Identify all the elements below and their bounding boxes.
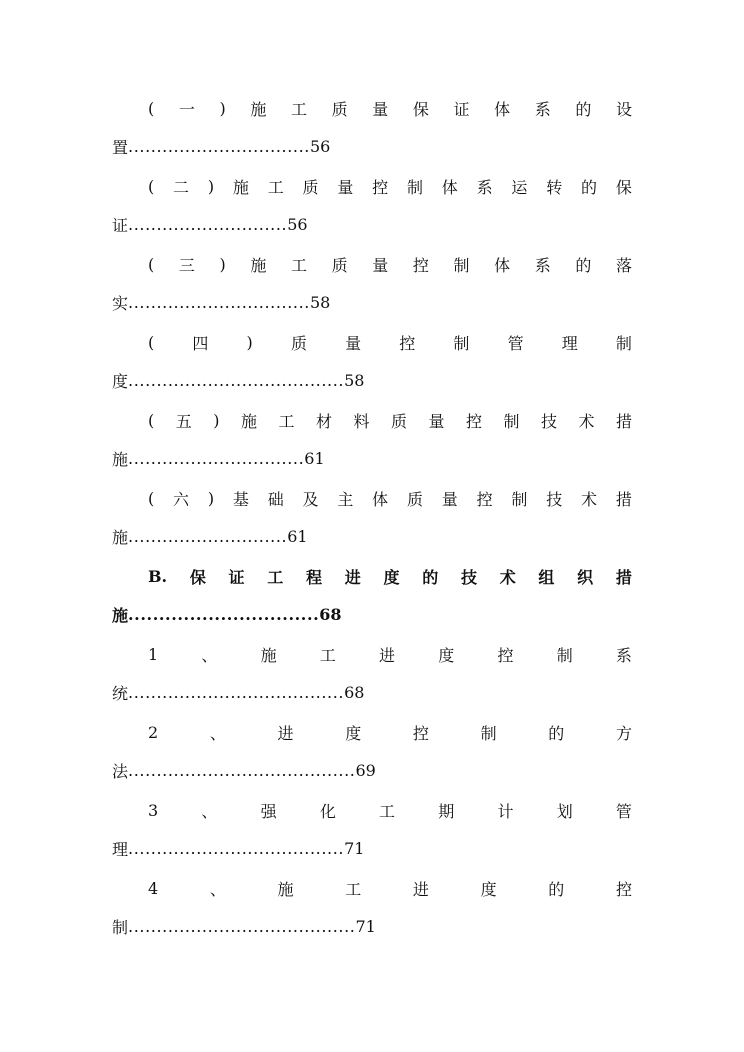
toc-dot-leader: ...................................... [128, 370, 345, 390]
toc-entry-leader-line [112, 837, 364, 859]
toc-title-tail: 证 [112, 215, 129, 235]
toc-entry-leader-line [112, 291, 330, 313]
toc-dot-leader: ............................... [128, 604, 320, 624]
toc-title-char: 织 [577, 567, 594, 587]
toc-title-char: ( [148, 98, 155, 118]
toc-page-number: 58 [309, 292, 331, 312]
toc-entry-title-line [148, 721, 632, 743]
toc-title-char: ( [148, 410, 155, 430]
toc-title-char: 体 [372, 489, 389, 509]
toc-title-char: 组 [538, 567, 555, 587]
toc-title-char: 工 [379, 801, 396, 821]
toc-title-tail: 施 [112, 527, 129, 547]
toc-title-char: 转 [546, 177, 563, 197]
toc-title-char: 体 [494, 99, 511, 119]
toc-title-tail: 置 [112, 137, 129, 157]
toc-title-char: ( [148, 488, 155, 508]
toc-title-char: 主 [337, 489, 354, 509]
toc-title-char: 保 [189, 567, 206, 587]
toc-title-char: 五 [175, 411, 192, 431]
toc-title-char: 措 [615, 411, 632, 431]
toc-title-char: 工 [290, 99, 307, 119]
toc-title-char: 及 [302, 489, 319, 509]
toc-title-tail: 施 [112, 449, 129, 469]
toc-title-char: 的 [575, 255, 592, 275]
toc-title-char: ) [213, 410, 220, 430]
toc-title-char: 设 [615, 99, 632, 119]
toc-entry-leader-line [112, 213, 308, 235]
toc-entry-leader-line [112, 525, 308, 547]
toc-title-char: 系 [476, 177, 493, 197]
toc-title-char: 四 [192, 333, 209, 353]
toc-title-char: 制 [503, 411, 520, 431]
toc-title-char: 础 [267, 489, 284, 509]
toc-title-char: 化 [319, 801, 336, 821]
toc-title-char: 质 [331, 99, 348, 119]
toc-entry-leader-line [112, 603, 342, 625]
toc-title-char: 技 [546, 489, 563, 509]
toc-title-char: 落 [615, 255, 632, 275]
toc-title-char: 系 [534, 99, 551, 119]
toc-title-char: 体 [441, 177, 458, 197]
toc-dot-leader: ................................ [128, 136, 310, 156]
toc-page-number: 69 [355, 760, 376, 780]
toc-dot-leader: ................................ [128, 292, 310, 312]
toc-title-char: 工 [267, 177, 284, 197]
toc-title-char: 强 [260, 801, 277, 821]
toc-title-char: 程 [306, 567, 323, 587]
toc-title-char: 基 [232, 489, 249, 509]
toc-page-number: 68 [344, 682, 365, 702]
toc-page-number: 56 [287, 214, 308, 234]
toc-title-char: 技 [460, 567, 477, 587]
toc-title-char: 、 [209, 723, 226, 743]
toc-title-char: 3 [148, 800, 159, 820]
toc-dot-leader: ............................ [128, 214, 288, 234]
toc-title-char: 进 [277, 723, 294, 743]
toc-entry-title-line [148, 97, 632, 119]
toc-title-char: 施 [232, 177, 249, 197]
toc-title-char: 三 [178, 255, 195, 275]
toc-title-char: 技 [540, 411, 557, 431]
toc-title-char: 进 [344, 567, 361, 587]
toc-title-char: ( [148, 176, 155, 196]
toc-title-char: 制 [406, 177, 423, 197]
toc-title-char: 期 [438, 801, 455, 821]
toc-title-char: 质 [302, 177, 319, 197]
toc-title-tail: 制 [112, 917, 129, 937]
toc-title-char: 控 [399, 333, 416, 353]
toc-title-char: ) [207, 488, 215, 508]
toc-page-number: 61 [287, 526, 308, 546]
toc-title-char: 控 [372, 177, 389, 197]
toc-title-char: ) [219, 98, 226, 118]
toc-title-char: 措 [615, 489, 632, 509]
toc-title-char: 控 [412, 255, 429, 275]
toc-title-char: 措 [615, 567, 632, 587]
toc-page-number: 71 [355, 916, 376, 936]
toc-title-char: 系 [615, 645, 632, 665]
toc-entry-leader-line [112, 135, 330, 157]
toc-title-tail: 理 [112, 839, 129, 859]
toc-title-char: ( [148, 332, 155, 352]
toc-title-char: 理 [561, 333, 578, 353]
toc-title-char: 一 [178, 99, 195, 119]
toc-title-char: ) [207, 176, 215, 196]
toc-title-tail: 度 [112, 371, 129, 391]
toc-title-char: 制 [453, 333, 470, 353]
toc-title-char: 工 [345, 879, 362, 899]
toc-page-number: 61 [304, 448, 325, 468]
toc-title-char: 工 [267, 567, 284, 587]
toc-entry-title-line [148, 175, 632, 197]
toc-title-char: B. [148, 566, 168, 586]
toc-title-char: 运 [511, 177, 528, 197]
toc-title-tail: 法 [112, 761, 129, 781]
toc-entry-title-line [148, 643, 632, 665]
toc-title-char: 材 [315, 411, 332, 431]
toc-title-char: 控 [412, 723, 429, 743]
toc-title-char: 方 [615, 723, 632, 743]
toc-entry-leader-line [112, 759, 376, 781]
toc-title-char: 控 [497, 645, 514, 665]
toc-title-char: 的 [422, 567, 439, 587]
toc-title-char: 体 [494, 255, 511, 275]
toc-title-char: 施 [260, 645, 277, 665]
toc-title-char: 控 [465, 411, 482, 431]
toc-title-char: 量 [428, 411, 445, 431]
toc-title-char: 划 [556, 801, 573, 821]
toc-title-char: 的 [575, 99, 592, 119]
toc-title-char: 的 [548, 879, 565, 899]
toc-title-char: 量 [372, 99, 389, 119]
toc-title-char: 量 [441, 489, 458, 509]
toc-page-number: 56 [309, 136, 331, 156]
toc-title-char: 量 [372, 255, 389, 275]
toc-entry-leader-line [112, 447, 325, 469]
toc-title-char: 质 [290, 333, 307, 353]
toc-title-char: 管 [507, 333, 524, 353]
toc-title-char: 1 [148, 644, 159, 664]
toc-title-char: 料 [353, 411, 370, 431]
toc-title-char: 的 [548, 723, 565, 743]
toc-title-char: 施 [240, 411, 257, 431]
toc-title-tail: 统 [112, 683, 129, 703]
toc-title-char: 保 [615, 177, 632, 197]
toc-title-char: 2 [148, 722, 159, 742]
toc-title-char: 管 [615, 801, 632, 821]
toc-entry-title-line [148, 565, 632, 587]
toc-title-char: ( [148, 254, 155, 274]
toc-title-char: 证 [453, 99, 470, 119]
toc-title-char: 制 [615, 333, 632, 353]
toc-title-char: 、 [201, 801, 218, 821]
toc-title-char: 度 [383, 567, 400, 587]
toc-dot-leader: ...................................... [128, 838, 345, 858]
toc-page-number: 68 [319, 604, 342, 624]
toc-title-char: 量 [345, 333, 362, 353]
toc-title-char: 工 [290, 255, 307, 275]
toc-title-char: 术 [581, 489, 598, 509]
toc-title-char: 进 [379, 645, 396, 665]
toc-title-char: 制 [453, 255, 470, 275]
toc-title-char: 控 [615, 879, 632, 899]
toc-title-char: 制 [480, 723, 497, 743]
toc-dot-leader: ........................................ [128, 760, 356, 780]
toc-title-char: 量 [337, 177, 354, 197]
toc-title-char: 施 [250, 255, 267, 275]
toc-entry-title-line [148, 487, 632, 509]
toc-title-char: 进 [412, 879, 429, 899]
toc-title-char: 的 [581, 177, 598, 197]
toc-title-char: 度 [345, 723, 362, 743]
toc-title-char: 术 [578, 411, 595, 431]
toc-title-char: 工 [278, 411, 295, 431]
toc-title-tail: 施 [112, 605, 129, 625]
toc-title-char: 施 [277, 879, 294, 899]
toc-title-char: 质 [331, 255, 348, 275]
toc-entry-title-line [148, 877, 632, 899]
toc-title-char: 制 [556, 645, 573, 665]
toc-title-tail: 实 [112, 293, 129, 313]
toc-title-char: 术 [499, 567, 516, 587]
toc-title-char: 控 [476, 489, 493, 509]
toc-entry-leader-line [112, 681, 364, 703]
toc-title-char: 工 [319, 645, 336, 665]
toc-title-char: 质 [406, 489, 423, 509]
toc-title-char: 施 [250, 99, 267, 119]
toc-title-char: 、 [209, 879, 226, 899]
toc-title-char: ) [219, 254, 226, 274]
toc-entry-title-line [148, 409, 632, 431]
toc-title-char: 制 [511, 489, 528, 509]
toc-title-char: 4 [148, 878, 159, 898]
toc-page-number: 58 [344, 370, 365, 390]
toc-dot-leader: ...................................... [128, 682, 345, 702]
toc-entry-title-line [148, 331, 632, 353]
toc-title-char: 、 [201, 645, 218, 665]
toc-title-char: ) [246, 332, 253, 352]
toc-title-char: 度 [438, 645, 455, 665]
toc-entry-title-line [148, 799, 632, 821]
toc-title-char: 保 [412, 99, 429, 119]
toc-entry-leader-line [112, 915, 376, 937]
toc-title-char: 计 [497, 801, 514, 821]
toc-entry-leader-line [112, 369, 364, 391]
toc-title-char: 证 [228, 567, 245, 587]
toc-title-char: 质 [390, 411, 407, 431]
toc-title-char: 六 [173, 489, 190, 509]
toc-entry-title-line [148, 253, 632, 275]
toc-page-number: 71 [344, 838, 365, 858]
toc-title-char: 度 [480, 879, 497, 899]
toc-dot-leader: ............................ [128, 526, 288, 546]
toc-dot-leader: ............................... [128, 448, 305, 468]
toc-dot-leader: ........................................ [128, 916, 356, 936]
toc-title-char: 系 [534, 255, 551, 275]
toc-title-char: 二 [173, 177, 190, 197]
